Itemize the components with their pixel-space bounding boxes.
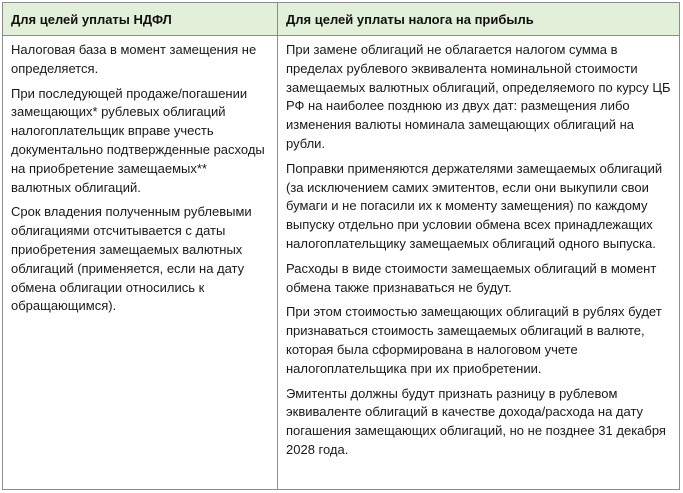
profit-tax-paragraph: Поправки применяются держателями замещаемых облигаций (за исключением самих эмитентов, если они выкупили свои бумаги и не погасили их к моменту замещения) по каждому выпуску отдельно при условии обмена всех принадлежащих налогоплательщику замещаемых облигаций одного выпуска. bbox=[286, 160, 663, 251]
ndfl-paragraph: Срок владения полученным рублевыми облигациями отсчитывается с даты приобретения замещаемых валютных облигаций (применяется, если на дату обмена облигации относились к обращающимся). bbox=[11, 204, 252, 314]
ndfl-paragraph: При последующей продаже/погашении замещающих* рублевых облигаций налогоплательщик вправе учесть документально подтвержденные расходы на приобретение замещаемых** валютных облигаций. bbox=[11, 85, 265, 195]
header-ndfl: Для целей уплаты НДФЛ bbox=[3, 3, 278, 36]
profit-tax-paragraph: Расходы в виде стоимости замещаемых облигаций в момент обмена также признаваться не будут. bbox=[286, 260, 657, 295]
profit-tax-paragraph: Эмитенты должны будут признать разницу в рублевом эквиваленте облигаций в качестве дохода/расхода на дату погашения замещающих облигаций, но не позднее 31 декабря 2028 года. bbox=[286, 385, 666, 457]
tax-comparison-table bbox=[2, 2, 680, 490]
profit-tax-paragraph: При замене облигаций не облагается налогом сумма в пределах рублевого эквивалента номинальной стоимости замещаемых валютных облигаций, определяемого по курсу ЦБ РФ на наиболее позднюю из двух дат: размещения либо изменения валюты номинала замещающих облигаций на рубли. bbox=[286, 42, 671, 151]
ndfl-paragraph: Налоговая база в момент замещения не определяется. bbox=[11, 42, 257, 76]
header-profit-tax: Для целей уплаты налога на прибыль bbox=[278, 3, 679, 36]
profit-tax-cell bbox=[278, 36, 679, 489]
ndfl-cell bbox=[3, 36, 278, 489]
profit-tax-paragraph: При этом стоимостью замещающих облигаций в рублях будет признаваться стоимость замещаемых облигаций в валюте, которая была сформирована в налоговом учете налогоплательщика при их приобретении. bbox=[286, 304, 662, 376]
